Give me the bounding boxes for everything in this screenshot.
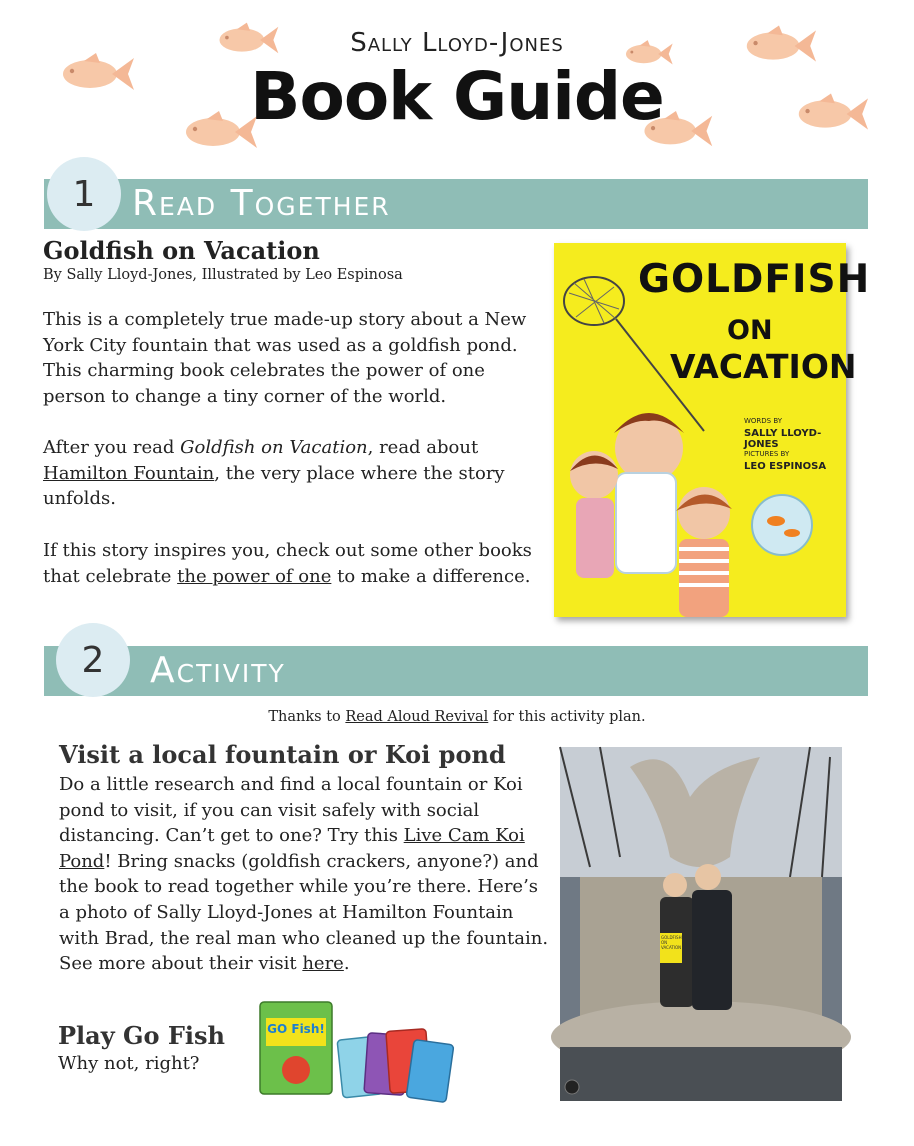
text-segment: , read about bbox=[367, 437, 479, 458]
book-title: Goldfish on Vacation bbox=[43, 236, 320, 265]
visit-here-link[interactable]: here bbox=[302, 953, 344, 975]
section-title-activity: Activity bbox=[150, 650, 286, 691]
text-segment: to make a difference. bbox=[331, 565, 531, 587]
text-segment: , the very place where the story unfolds. bbox=[43, 462, 505, 509]
text-segment: Do a little research and find a local fountain or Koi pond to visit, if you can visit safely with social distancing. Can’t get to one? Try this bbox=[59, 774, 523, 847]
book-byline: By Sally Lloyd-Jones, Illustrated by Leo Espinosa bbox=[43, 267, 403, 283]
card-game-illustration bbox=[258, 998, 458, 1106]
cover-author: SALLY LLOYD-JONES bbox=[744, 428, 822, 450]
fountain-photo bbox=[560, 747, 842, 1101]
power-of-one-link[interactable]: the power of one bbox=[177, 565, 332, 587]
text-segment: If this story inspires you, check out some other books that celebrate bbox=[43, 540, 532, 587]
text-segment: Thanks to bbox=[268, 709, 346, 725]
book-cover-image bbox=[554, 243, 871, 617]
read-aloud-revival-link[interactable]: Read Aloud Revival bbox=[345, 709, 489, 725]
hamilton-fountain-link[interactable]: Hamilton Fountain bbox=[43, 462, 215, 484]
cover-pictures-by: PICTURES BY bbox=[744, 450, 790, 458]
cover-title-line3: VACATION bbox=[670, 347, 857, 386]
go-fish-game-image bbox=[258, 998, 458, 1106]
cover-words-by: WORDS BY bbox=[744, 417, 783, 425]
power-of-one-paragraph bbox=[43, 538, 533, 589]
cover-title-line1: GOLDFISH bbox=[638, 257, 871, 302]
go-fish-box-label: GO Fish! bbox=[267, 1022, 325, 1036]
go-fish-title: Play Go Fish bbox=[58, 1021, 225, 1050]
cover-illustrator: LEO ESPINOSA bbox=[744, 461, 827, 472]
book-title-italic: Goldfish on Vacation bbox=[180, 437, 368, 458]
activity-paragraph bbox=[59, 772, 549, 977]
credit-line bbox=[0, 709, 914, 725]
go-fish-subtitle: Why not, right? bbox=[58, 1053, 200, 1074]
fountain-photo-scene bbox=[560, 747, 842, 1101]
text-segment: After you read bbox=[43, 437, 181, 458]
section-title-read-together: Read Together bbox=[132, 183, 391, 224]
live-cam-koi-pond-link[interactable]: Live Cam Koi Pond bbox=[59, 825, 525, 872]
section-number-2: 2 bbox=[56, 623, 130, 697]
photo-book-label: GOLDFISH ON VACATION bbox=[661, 935, 682, 950]
cover-title-line2: ON bbox=[727, 315, 773, 346]
intro-paragraph: This is a completely true made-up story about a New York City fountain that was used as a goldfish pond. This charming book celebrates the power of one person to change a tiny corner of the world. bbox=[43, 309, 527, 407]
text-segment: for this activity plan. bbox=[488, 709, 646, 725]
section-number-1: 1 bbox=[47, 157, 121, 231]
text-segment: ! Bring snacks (goldfish crackers, anyone?) and the book to read together while you’re there. Here’s a photo of Sally Lloyd-Jones at Hamilton Fountain with Brad, the real man who cleaned up the fountain. See more about their visit bbox=[59, 850, 549, 975]
author-heading: Sally Lloyd-Jones bbox=[350, 28, 564, 58]
hamilton-paragraph bbox=[43, 435, 533, 512]
page-title: Book Guide bbox=[250, 58, 664, 135]
text-segment: . bbox=[343, 953, 350, 975]
activity-title: Visit a local fountain or Koi pond bbox=[59, 740, 506, 769]
